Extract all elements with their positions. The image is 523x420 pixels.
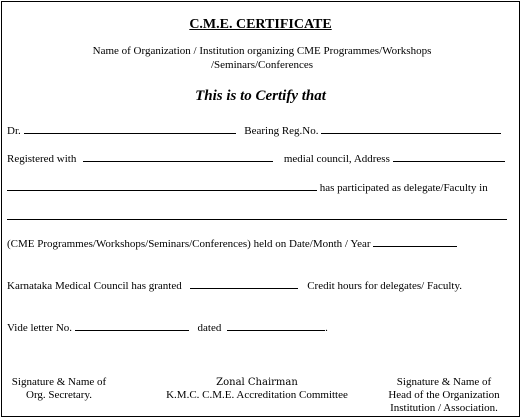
- certificate-form: [1, 1, 520, 417]
- signature-right-line-1: Signature & Name of: [396, 376, 492, 388]
- signature-right-line-3: Institution / Association.: [390, 402, 498, 414]
- address-field[interactable]: [393, 150, 505, 162]
- signature-org-secretary: [4, 376, 114, 402]
- doctor-name-field[interactable]: [24, 122, 236, 134]
- organization-line-2: /Seminars/Conferences: [210, 59, 314, 71]
- signature-left-line-2: Org. Secretary.: [26, 389, 92, 401]
- registered-with-label: Registered with: [7, 153, 77, 165]
- medical-council-label: medial council, Address: [283, 153, 390, 165]
- signature-right-line-2: Head of the Organization: [388, 389, 500, 401]
- reg-no-label: Bearing Reg.No.: [244, 125, 319, 137]
- programmes-line: [7, 235, 457, 251]
- doctor-line: [7, 122, 501, 138]
- signature-center-line-2: K.M.C. C.M.E. Accreditation Committee: [166, 389, 348, 401]
- credit-hours-field[interactable]: [190, 277, 298, 289]
- dated-end: .: [325, 322, 328, 334]
- granted-label: Karnataka Medical Council has granted: [7, 280, 182, 292]
- reg-no-field[interactable]: [321, 122, 501, 134]
- certify-heading: This is to Certify that: [195, 88, 326, 104]
- participation-field[interactable]: [7, 179, 317, 191]
- vide-letter-label: Vide letter No.: [7, 322, 73, 334]
- programmes-label: (CME Programmes/Workshops/Seminars/Conferences) held on Date/Month / Year: [7, 238, 371, 250]
- blank-line[interactable]: [7, 219, 507, 220]
- participated-label: has participated as delegate/Faculty in: [319, 182, 488, 194]
- signature-left-line-1: Signature & Name of: [11, 376, 107, 388]
- signature-center-line-1: Zonal Chairman: [216, 377, 298, 388]
- vide-letter-line: [7, 319, 328, 335]
- organization-heading: [42, 44, 482, 72]
- council-name-field[interactable]: [83, 150, 273, 162]
- signature-zonal-chairman: [142, 376, 372, 402]
- organization-line-1: Name of Organization / Institution organizing CME Programmes/Workshops: [92, 45, 432, 57]
- certificate-title: C.M.E. CERTIFICATE: [189, 17, 332, 32]
- dated-label: dated: [197, 322, 222, 334]
- dr-label: Dr.: [7, 125, 21, 137]
- participation-line: [7, 179, 488, 195]
- letter-no-field[interactable]: [75, 319, 189, 331]
- credit-hours-label: Credit hours for delegates/ Faculty.: [307, 280, 462, 292]
- date-year-field[interactable]: [373, 235, 457, 247]
- dated-field[interactable]: [227, 319, 325, 331]
- credit-line: [7, 277, 462, 293]
- registration-line: [7, 150, 505, 166]
- signature-head-organization: [374, 376, 514, 415]
